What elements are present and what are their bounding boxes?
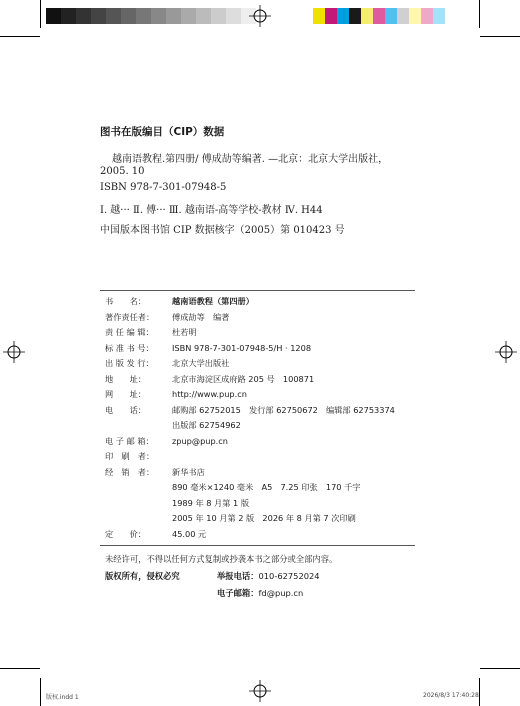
detail-row xyxy=(105,513,356,523)
cip-isbn: ISBN 978-7-301-07948-5 xyxy=(100,182,227,193)
detail-row xyxy=(105,342,312,354)
top-rule xyxy=(100,290,415,291)
gray-swatch xyxy=(46,8,61,24)
copyright-notice: 未经许可，不得以任何方式复制或抄袭本书之部分或全部内容。 xyxy=(105,554,338,564)
detail-row xyxy=(105,404,395,416)
gray-swatch xyxy=(196,8,211,24)
email-label: 电子邮箱： xyxy=(217,588,259,598)
gray-swatch xyxy=(91,8,106,24)
detail-label: 经 销 者： xyxy=(105,466,155,477)
detail-row xyxy=(105,420,241,430)
detail-value: 890 毫米×1240 毫米 A5 7.25 印张 170 千字 xyxy=(172,482,361,492)
color-swatch xyxy=(433,8,445,24)
detail-row xyxy=(105,451,157,462)
cmyk-color-bar xyxy=(313,8,457,24)
color-swatch xyxy=(409,8,421,24)
detail-label: 印 刷 者： xyxy=(105,451,155,461)
gray-swatch xyxy=(76,8,91,24)
color-swatch xyxy=(337,8,349,24)
detail-label: 定 价： xyxy=(105,528,146,539)
detail-label: 网 址： xyxy=(105,389,146,399)
cip-title: 图书在版编目（CIP）数据 xyxy=(100,126,225,138)
gray-swatch xyxy=(121,8,136,24)
crop-mark xyxy=(479,0,480,28)
hotline-row xyxy=(217,570,320,582)
gray-swatch xyxy=(136,8,151,24)
cip-citation-line: 越南语教程.第四册/ 傅成劼等编著. —北京：北京大学出版社， xyxy=(112,154,389,165)
detail-row xyxy=(105,311,230,323)
detail-label: 责 任 编 辑： xyxy=(105,327,154,337)
detail-row xyxy=(105,358,230,369)
detail-value: 傅成劼等 编著 xyxy=(172,311,230,322)
detail-label: 电 话： xyxy=(105,404,146,415)
detail-value: 杜若明 xyxy=(172,327,197,337)
bottom-rule xyxy=(100,545,415,546)
detail-label: 地 址： xyxy=(105,373,146,384)
detail-value: 北京大学出版社 xyxy=(172,358,230,368)
slug-timestamp: 2026/8/3 17:40:28 xyxy=(423,692,479,699)
color-swatch xyxy=(361,8,373,24)
cip-catalog-number: 中国版本图书馆 CIP 数据核字（2005）第 010423 号 xyxy=(100,225,345,236)
detail-row xyxy=(105,389,247,400)
color-swatch xyxy=(421,8,433,24)
detail-row xyxy=(105,497,250,508)
detail-label: 出 版 发 行： xyxy=(105,358,154,368)
gray-color-bar xyxy=(46,8,256,24)
detail-value: zpup@pup.cn xyxy=(172,435,228,446)
detail-value: 出版部 62754962 xyxy=(172,420,241,430)
detail-row xyxy=(105,528,207,540)
detail-row xyxy=(105,482,361,492)
detail-row xyxy=(105,373,315,385)
detail-value: 新华书店 xyxy=(172,466,205,477)
registration-mark-right xyxy=(495,341,517,363)
gray-swatch xyxy=(211,8,226,24)
crop-mark xyxy=(479,678,480,706)
rights-reserved: 版权所有，侵权必究 xyxy=(105,571,180,581)
detail-label: 书 名： xyxy=(105,296,146,306)
crop-mark xyxy=(40,678,41,706)
registration-mark-bottom xyxy=(249,680,271,702)
gray-swatch xyxy=(226,8,241,24)
cip-classification: Ⅰ. 越··· Ⅱ. 傅··· Ⅲ. 越南语-高等学校-教材 Ⅳ. H44 xyxy=(100,205,323,216)
detail-value: ISBN 978-7-301-07948-5/H · 1208 xyxy=(172,342,312,353)
gray-swatch xyxy=(166,8,181,24)
color-swatch xyxy=(349,8,361,24)
gray-swatch xyxy=(106,8,121,24)
color-swatch xyxy=(313,8,325,24)
detail-label: 标 准 书 号： xyxy=(105,342,154,353)
detail-label: 电 子 邮 箱： xyxy=(105,435,154,446)
color-swatch xyxy=(385,8,397,24)
crop-mark xyxy=(480,668,520,669)
hotline-number: 010-62752024 xyxy=(258,571,320,581)
email-row xyxy=(217,587,303,599)
crop-mark xyxy=(40,0,41,28)
cip-citation-date: 2005. 10 xyxy=(100,166,145,177)
detail-row xyxy=(105,296,254,307)
slug-file: 版权.indd 1 xyxy=(46,694,79,701)
email-address: fd@pup.cn xyxy=(258,588,304,598)
detail-value: 越南语教程（第四册） xyxy=(172,296,254,306)
crop-mark xyxy=(0,36,40,37)
detail-value: http://www.pup.cn xyxy=(172,389,247,399)
color-swatch xyxy=(325,8,337,24)
detail-value: 2005 年 10 月第 2 版 2026 年 8 月第 7 次印刷 xyxy=(172,513,356,523)
gray-swatch xyxy=(151,8,166,24)
detail-value: 北京市海淀区成府路 205 号 100871 xyxy=(172,373,315,384)
hotline-label: 举报电话： xyxy=(217,571,259,581)
registration-mark-left xyxy=(3,341,25,363)
detail-value: 1989 年 8 月第 1 版 xyxy=(172,497,250,508)
registration-mark-top xyxy=(249,5,271,27)
detail-row xyxy=(105,435,228,447)
gray-swatch xyxy=(61,8,76,24)
color-swatch xyxy=(397,8,409,24)
crop-mark xyxy=(0,668,40,669)
detail-label: 著作责任者： xyxy=(105,311,155,322)
crop-mark xyxy=(480,36,520,37)
detail-value: 45.00 元 xyxy=(172,528,207,539)
detail-value: 邮购部 62752015 发行部 62750672 编辑部 62753374 xyxy=(172,404,395,415)
color-swatch xyxy=(373,8,385,24)
detail-row xyxy=(105,466,205,478)
color-swatch xyxy=(445,8,457,24)
detail-row xyxy=(105,327,197,338)
gray-swatch xyxy=(181,8,196,24)
